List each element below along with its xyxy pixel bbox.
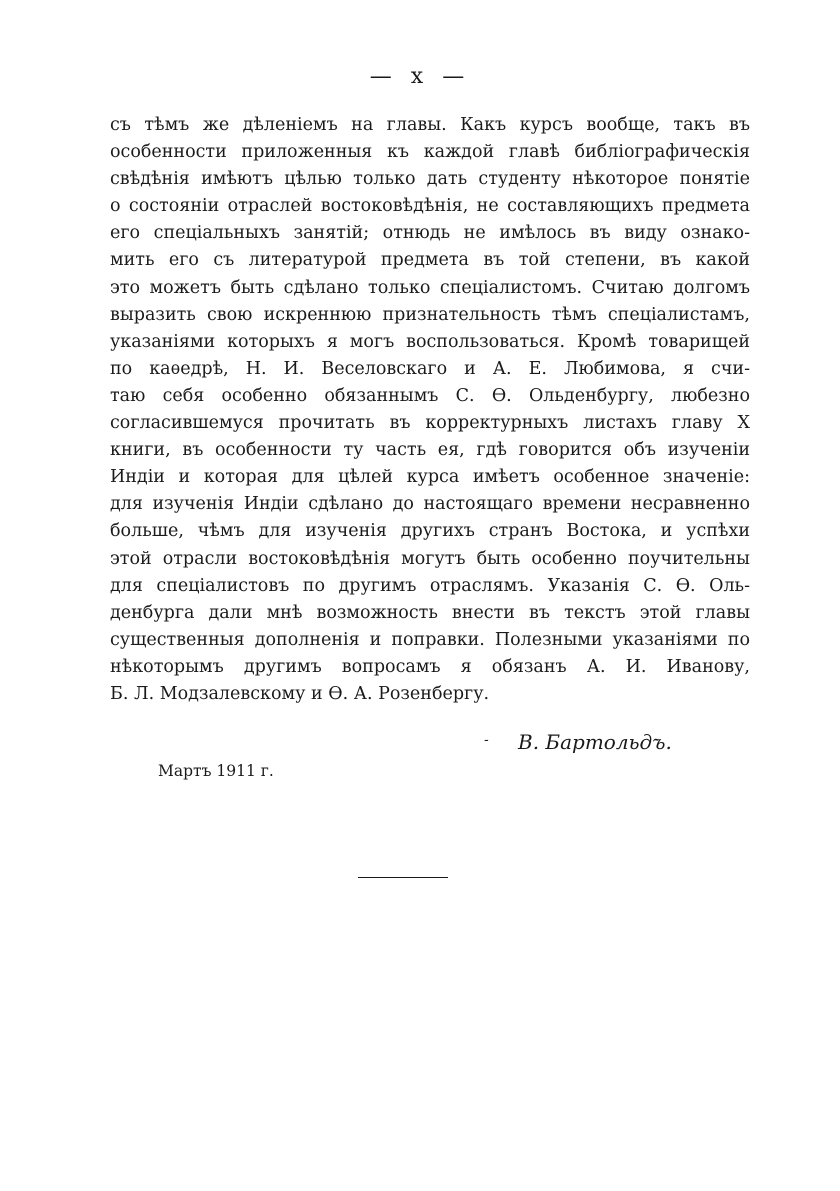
text-line: указаніями которыхъ я могъ воспользоваться. Кромѣ товарищей xyxy=(110,331,750,352)
text-line: съ тѣмъ же дѣленіемъ на главы. Какъ курсъ вообще, такъ въ xyxy=(110,115,750,135)
text-line: свѣдѣнія имѣютъ цѣлью только дать студенту нѣкоторое понятіе xyxy=(110,169,750,190)
text-line: особенности приложенныя къ каждой главѣ библіографическія xyxy=(110,142,750,163)
signature: В. Бартольдъ. xyxy=(518,730,672,754)
page-number: — x — xyxy=(369,64,471,89)
text-line: денбурга дали мнѣ возможность внести въ текстъ этой главы xyxy=(110,602,750,623)
text-line: согласившемуся прочитать въ корректурныхъ листахъ главу X xyxy=(110,413,750,434)
text-line: его спеціальныхъ занятій; отнюдь не имѣлось въ виду ознако- xyxy=(110,223,750,244)
text-line: Б. Л. Модзалевскому и Ѳ. А. Розенбергу. xyxy=(110,683,490,704)
text-line: Индіи и которая для цѣлей курса имѣетъ особенное значеніе: xyxy=(110,467,750,488)
text-line: выразить свою искреннюю признательность тѣмъ спеціалистамъ, xyxy=(110,304,750,325)
text-line: больше, чѣмъ для изученія другихъ странъ Востока, и успѣхи xyxy=(110,521,750,542)
date-line: Мартъ 1911 г. xyxy=(158,762,274,780)
text-line: книги, въ особенности ту часть ея, гдѣ говорится объ изученіи xyxy=(110,440,750,461)
text-line: нѣкоторымъ другимъ вопросамъ я обязанъ А. И. Иванову, xyxy=(110,656,750,677)
body-text xyxy=(110,112,750,708)
text-line: о состояніи отраслей востоковѣдѣнія, не составляющихъ предмета xyxy=(110,196,750,217)
text-line: для спеціалистовъ по другимъ отраслямъ. Указанія С. Ѳ. Оль- xyxy=(110,575,750,596)
text-line: существенныя дополненія и поправки. Полезными указаніями по xyxy=(110,629,750,650)
text-line: по каѳедрѣ, Н. И. Веселовскаго и А. Е. Любимова, я счи- xyxy=(110,358,750,379)
text-line: этой отрасли востоковѣдѣнія могутъ быть особенно поучительны xyxy=(110,548,750,569)
signature-mark: - xyxy=(484,732,489,748)
text-line: это можетъ быть сдѣлано только спеціалистомъ. Считаю долгомъ xyxy=(110,277,750,298)
text-line: для изученія Индіи сдѣлано до настоящаго времени несравненно xyxy=(110,494,750,515)
text-line: таю себя особенно обязаннымъ С. Ѳ. Ольденбургу, любезно xyxy=(110,385,750,406)
closing-rule xyxy=(358,877,448,878)
text-line: мить его съ литературой предмета въ той степени, въ какой xyxy=(110,250,750,271)
